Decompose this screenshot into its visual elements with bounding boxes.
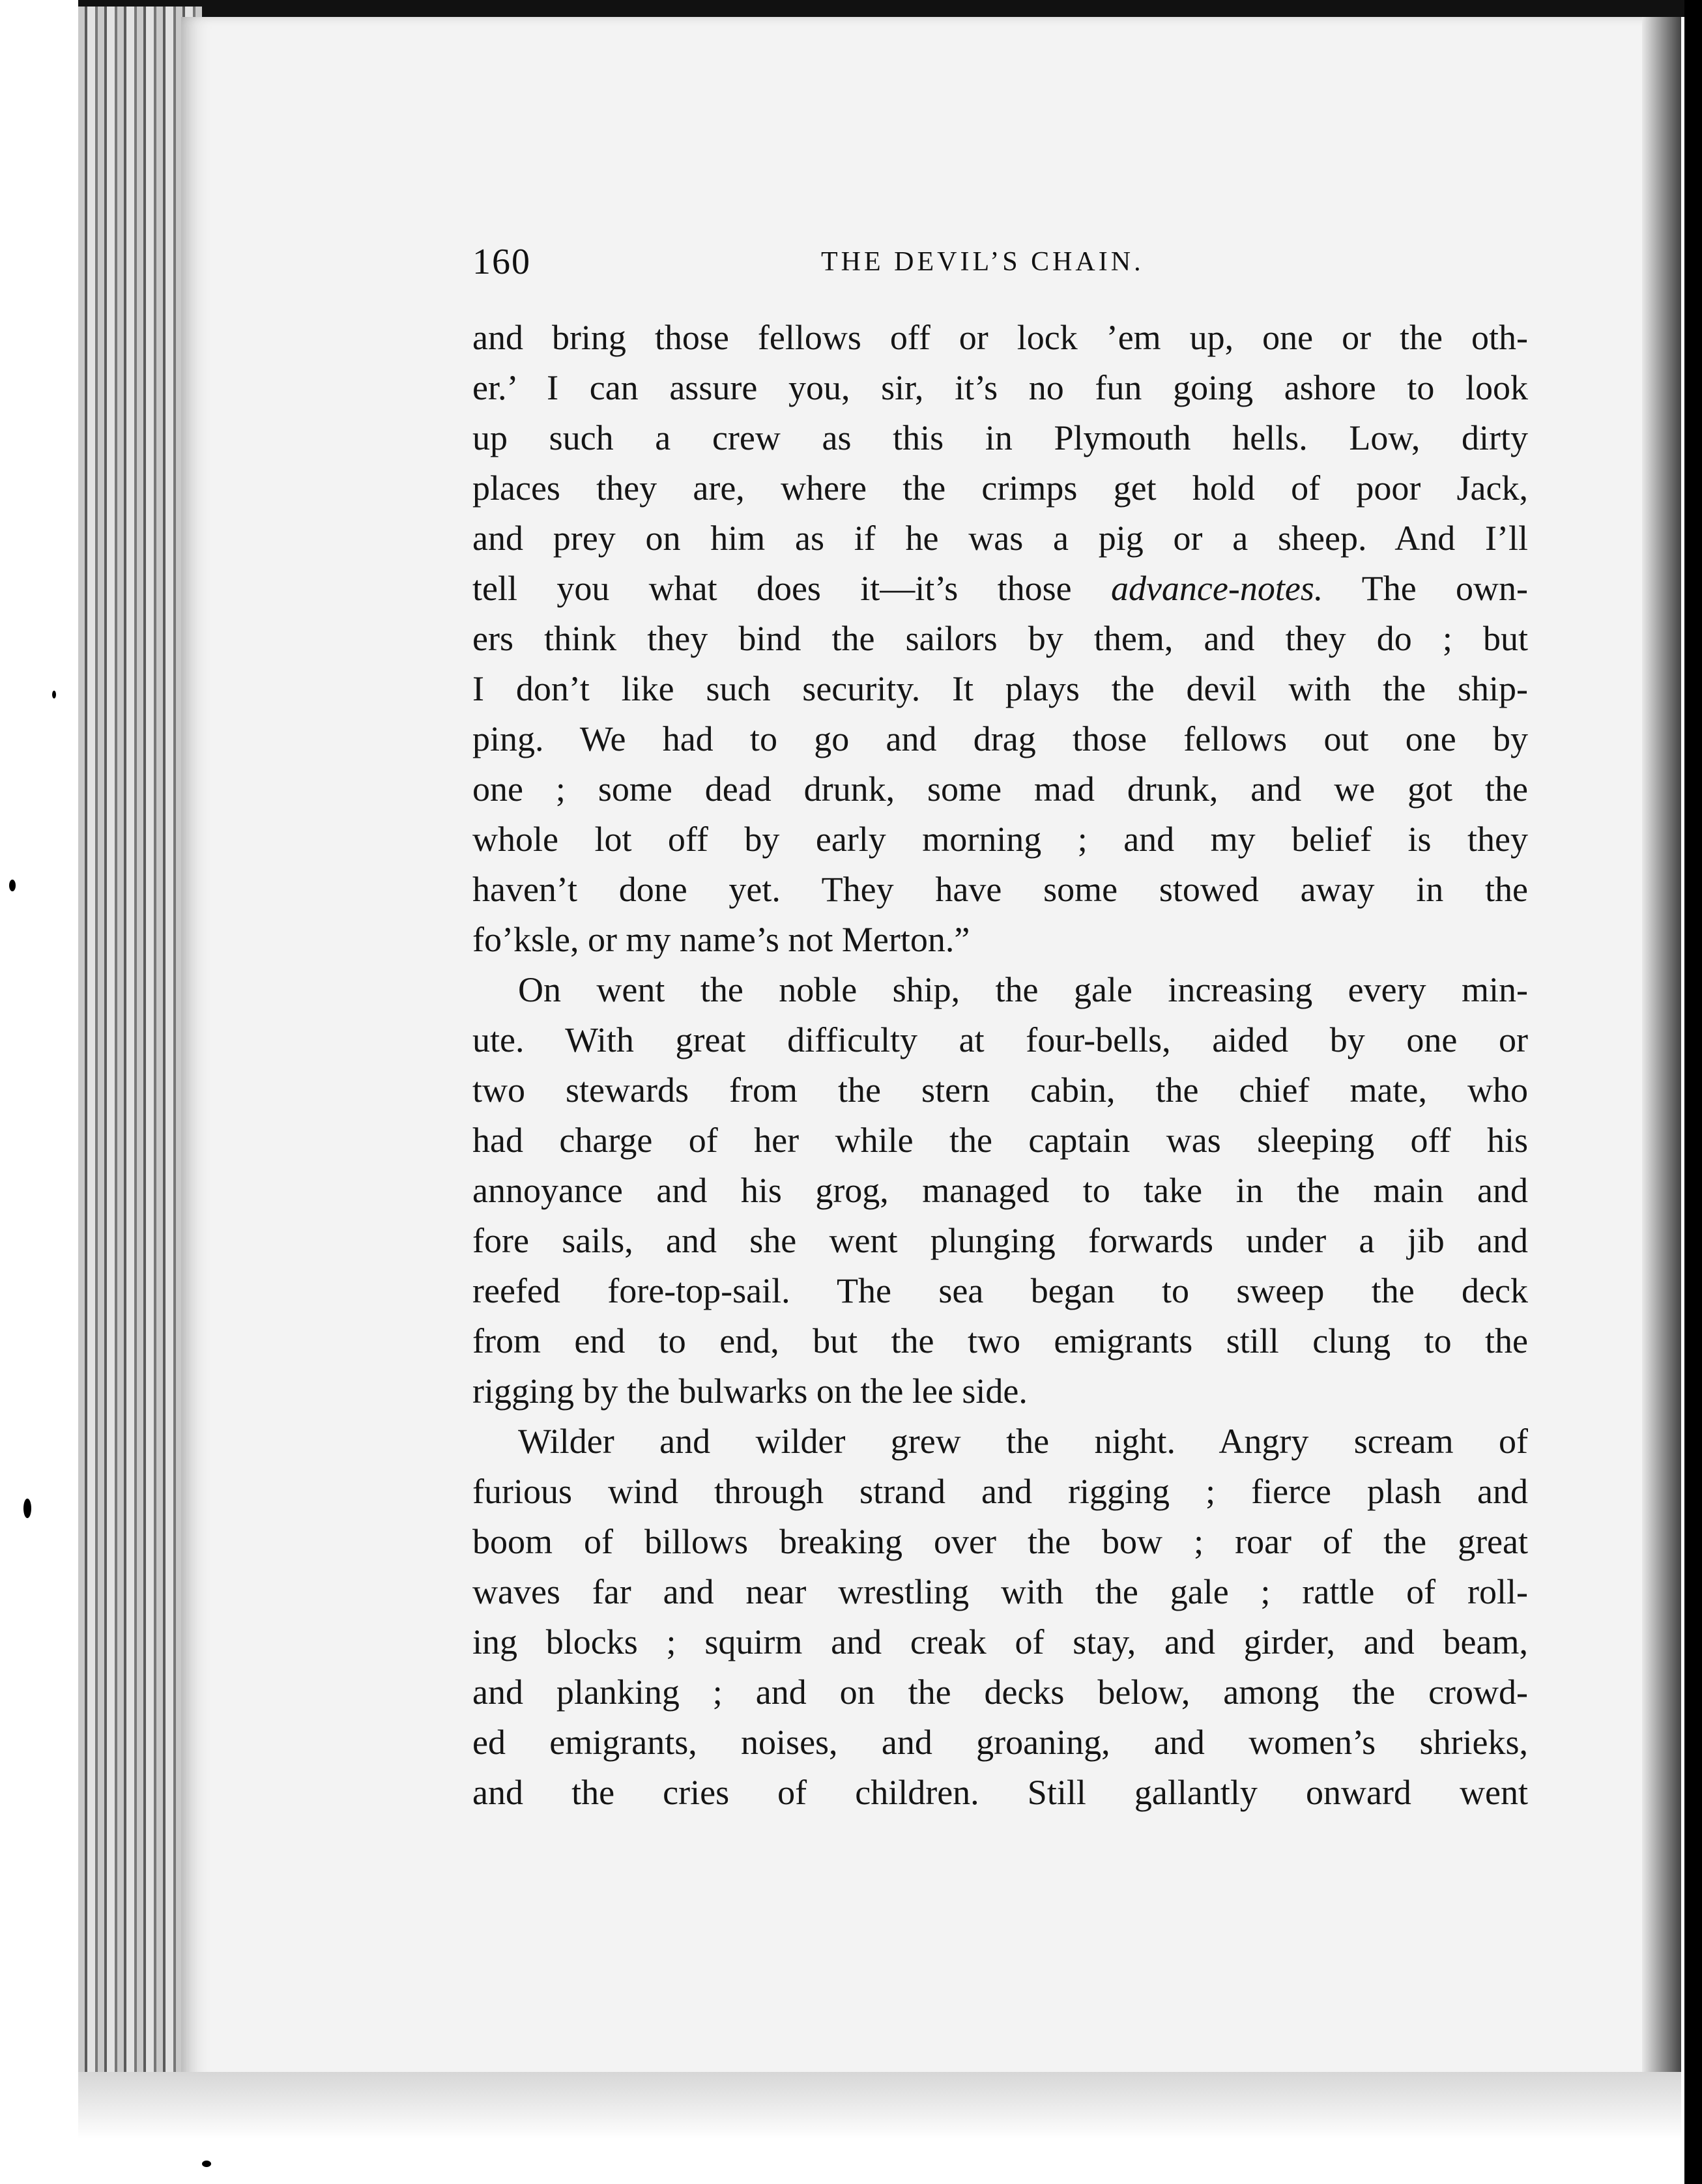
text-line: furious wind through strand and rigging ; fierce plash and [472,1472,1528,1511]
text-line: ers think they bind the sailors by them, and they do ; but [472,619,1528,658]
dust-speck [202,2161,211,2167]
text-line [472,564,1528,614]
text-line: Wilder and wilder grew the night. Angry scream of [518,1422,1528,1461]
running-title: THE DEVIL’S CHAIN. [821,247,1144,277]
dust-speck [23,1499,31,1518]
text-line: and planking ; and on the decks below, among the crowd- [472,1673,1528,1712]
scan-frame-top [78,0,1702,17]
text-line: ute. With great difficulty at four-bells, aided by one or [472,1020,1528,1059]
text-line: ping. We had to go and drag those fellows out one by [472,719,1528,758]
text-line: had charge of her while the captain was sleeping off his [472,1121,1528,1160]
paragraph [472,965,1528,1416]
text-line: fo’ksle, or my name’s not Merton.” [472,920,970,959]
text-line: and bring those fellows off or lock ’em up, one or the oth- [472,318,1528,357]
text-line: On went the noble ship, the gale increasing every min- [518,970,1528,1009]
italic-phrase: advance-notes. [1110,569,1323,608]
text-line: whole lot off by early morning ; and my belief is they [472,820,1528,859]
text-line: ing blocks ; squirm and creak of stay, and girder, and beam, [472,1622,1528,1661]
text-line: haven’t done yet. They have some stowed away in the [472,870,1528,909]
text-line: and prey on him as if he was a pig or a sheep. And I’ll [472,519,1528,558]
body-text [472,313,1528,1818]
text-line: I don’t like such security. It plays the devil with the ship- [472,669,1528,708]
text-line: rigging by the bulwarks on the lee side. [472,1372,1028,1411]
text-line: up such a crew as this in Plymouth hells. Low, dirty [472,418,1528,457]
page-bottom-edge [78,2072,1681,2184]
text-line: er.’ I can assure you, sir, it’s no fun going ashore to look [472,368,1528,407]
text-line: and the cries of children. Still gallantly onward went [472,1773,1528,1812]
text-segment: The own- [1323,569,1528,608]
text-segment: tell you what does it—it’s those [472,569,1111,608]
text-line: from end to end, but the two emigrants still clung to the [472,1321,1528,1360]
text-line: boom of billows breaking over the bow ; roar of the great [472,1522,1528,1561]
text-line: one ; some dead drunk, some mad drunk, and we got the [472,769,1528,809]
page-number: 160 [472,242,531,282]
page-gutter-shadow [1642,17,1681,2134]
text-line: two stewards from the stern cabin, the chief mate, who [472,1070,1528,1110]
text-line: annoyance and his grog, managed to take in the main and [472,1171,1528,1210]
text-line: fore sails, and she went plunging forwards under a jib and [472,1221,1528,1260]
paragraph [472,313,1528,965]
dust-speck [9,880,16,891]
paragraph [472,1416,1528,1818]
text-line: ed emigrants, noises, and groaning, and women’s shrieks, [472,1723,1528,1762]
text-line: waves far and near wrestling with the gale ; rattle of roll- [472,1572,1528,1611]
scan-frame-right [1684,0,1702,2184]
running-head [472,241,1541,287]
text-line: reefed fore-top-sail. The sea began to sweep the deck [472,1271,1528,1310]
dust-speck [52,691,56,698]
text-line: places they are, where the crimps get hold of poor Jack, [472,468,1528,508]
